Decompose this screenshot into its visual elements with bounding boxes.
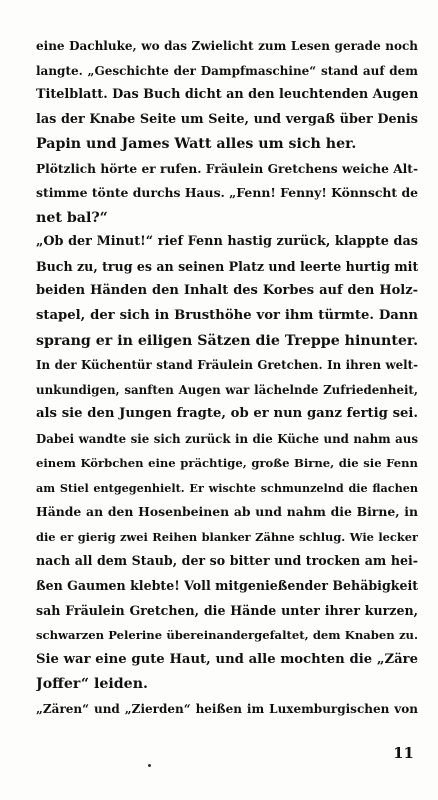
text-line: „Ob der Minut!“ rief Fenn hastig zurück, klappte das [36,234,418,250]
text-line: unkundigen, sanften Augen war lächelnde Zufriedenheit, [36,382,418,397]
text-line: die er gierig zwei Reihen blanker Zähne schlug. Wie lecker [36,529,418,544]
text-line: Joffer“ leiden. [36,676,148,693]
text-line: als sie den Jungen fragte, ob er nun ganz fertig sei. [36,406,418,422]
text-line: ßen Gaumen klebte! Voll mitgenießender Behäbigkeit [36,578,418,594]
text-line: Buch zu, trug es an seinen Platz und leerte hurtig mit [36,258,418,274]
text-line: Sie war eine gute Haut, und alle mochten die „Zäre [36,651,418,667]
text-line: nach all dem Staub, der so bitter und trocken am hei- [36,553,418,569]
text-line: Papin und James Watt alles um sich her. [36,136,357,153]
text-line: schwarzen Pelerine übereinandergefaltet, dem Knaben zu. [36,628,418,643]
text-line: net bal?“ [36,209,108,226]
text-line: am Stiel entgegenhielt. Er wischte schmunzelnd die flachen [36,480,418,495]
print-speck [148,764,151,767]
text-line: stapel, der sich in Brusthöhe vor ihm türmte. Dann [36,308,418,324]
text-line: einem Körbchen eine prächtige, große Birne, die sie Fenn [36,456,418,471]
text-line: „Zären“ und „Zierden“ heißen im Luxemburgischen von [36,701,418,716]
text-line: stimme tönte durchs Haus. „Fenn! Fenny! Könnscht de [36,185,418,201]
text-line: In der Küchentür stand Fräulein Gretchen. In ihren welt- [36,358,418,373]
text-line: beiden Händen den Inhalt des Korbes auf den Holz- [36,283,418,299]
text-line: Plötzlich hörte er rufen. Fräulein Gretchens weiche Alt- [36,161,418,176]
page-number: 11 [393,744,414,762]
text-line: las der Knabe Seite um Seite, und vergaß über Denis [36,111,418,127]
text-line: eine Dachluke, wo das Zwielicht zum Lesen gerade noch [36,39,418,53]
text-line: sprang er in eiligen Sätzen die Treppe hinunter. [36,332,418,349]
text-line: Titelblatt. Das Buch dicht an den leuchtenden Augen [36,87,418,103]
body-text [36,34,418,721]
text-line: sah Fräulein Gretchen, die Hände unter ihrer kurzen, [36,602,418,618]
text-line: langte. „Geschichte der Dampfmaschine“ stand auf dem [36,63,418,78]
text-line: Dabei wandte sie sich zurück in die Küche und nahm aus [36,431,418,446]
text-line: Hände an den Hosenbeinen ab und nahm die Birne, in [36,504,418,520]
